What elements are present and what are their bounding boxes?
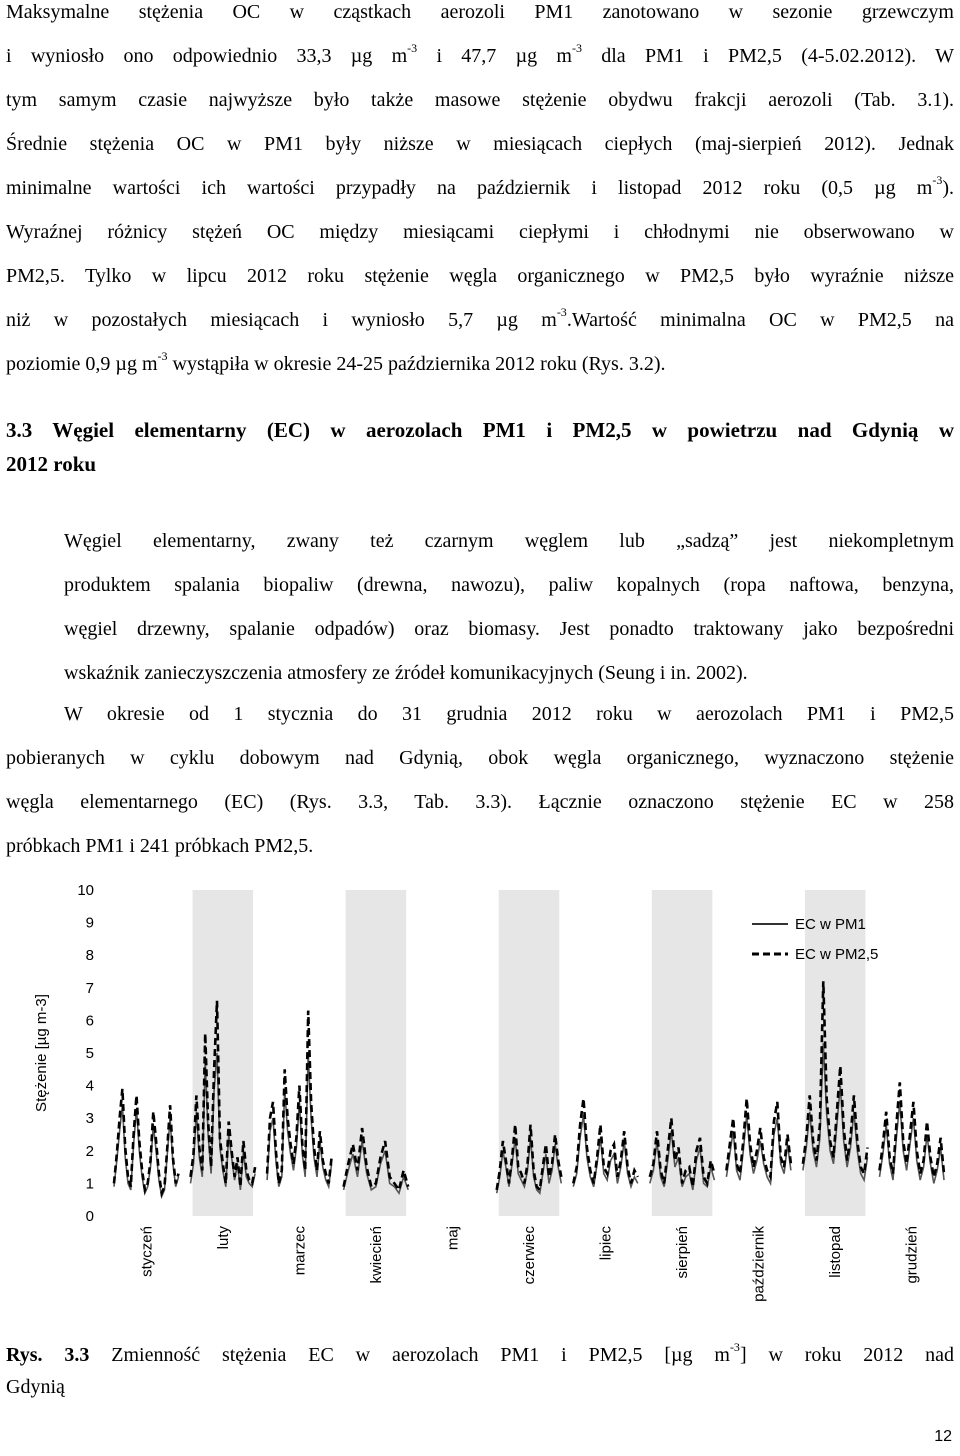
- y-tick-label: 0: [85, 1208, 94, 1225]
- paragraph-line: węgla elementarnego (EC) (Rys. 3.3, Tab. 3.3). Łącznie oznaczono stężenie EC w 258: [6, 791, 954, 813]
- superscript: -3: [571, 41, 582, 56]
- x-month-label: listopad: [827, 1226, 845, 1278]
- text-run: tym samym czasie najwyższe było także masowe stężenie obydwu frakcji aerozoli (Tab. 3.1).: [6, 89, 954, 111]
- page-number: 12: [934, 1428, 952, 1445]
- figure-caption: [6, 1339, 954, 1403]
- text-line: [6, 34, 954, 78]
- y-tick-label: 5: [85, 1045, 94, 1062]
- text-run: ).: [942, 177, 954, 199]
- text-line: [6, 166, 954, 210]
- legend-label: EC w PM2,5: [795, 946, 879, 963]
- text-run: Średnie stężenia OC w PM1 były niższe w miesiącach ciepłych (maj-sierpień 2012). Jednak: [6, 133, 954, 155]
- paragraph-line: pobieranych w cyklu dobowym nad Gdynią, obok węgla organicznego, wyznaczono stężenie: [6, 747, 954, 769]
- text-run: niż w pozostałych miesiącach i wyniosło 5,7 µg m: [6, 309, 557, 331]
- y-axis-label: Stężenie [µg m-3]: [33, 994, 50, 1112]
- text-run: .Wartość minimalna OC w PM2,5 na: [566, 309, 955, 331]
- month-band-9: [805, 890, 866, 1216]
- x-month-label: marzec: [291, 1226, 309, 1276]
- paragraph-line: produktem spalania biopaliw (drewna, nawozu), paliw kopalnych (ropa naftowa, benzyna,: [64, 574, 954, 596]
- y-tick-label: 2: [85, 1142, 94, 1160]
- paragraph-ec-definition: [6, 519, 954, 695]
- text-line: [6, 1339, 954, 1371]
- text-line: [6, 1371, 954, 1403]
- paragraph-line: wskaźnik zanieczyszczenia atmosfery ze źródeł komunikacyjnych (Seung i in. 2002).: [64, 662, 748, 684]
- superscript: -3: [407, 41, 418, 56]
- text-run: Maksymalne stężenia OC w cząstkach aerozoli PM1 zanotowano w sezonie grzewczym: [6, 1, 954, 23]
- text-run: Gdynią: [6, 1376, 65, 1398]
- text-run: dla PM1 i PM2,5 (4-5.02.2012). W: [581, 45, 954, 67]
- x-month-label: czerwiec: [521, 1226, 538, 1285]
- text-line: [6, 78, 954, 122]
- heading-line: 2012 roku: [6, 452, 97, 476]
- y-tick-label: 1: [85, 1175, 94, 1193]
- x-month-label: grudzień: [903, 1226, 921, 1284]
- y-tick-label: 3: [85, 1110, 94, 1128]
- x-month-label: sierpień: [674, 1226, 692, 1279]
- text-line: [6, 254, 954, 298]
- month-band-5: [499, 890, 560, 1216]
- paragraph-line: Węgiel elementarny, zwany też czarnym węglem lub „sadzą” jest niekompletnym: [64, 530, 954, 552]
- ec-concentration-chart: [0, 868, 960, 1338]
- text-line: [6, 122, 954, 166]
- paragraph-line: W okresie od 1 stycznia do 31 grudnia 2012 roku w aerozolach PM1 i PM2,5: [64, 703, 954, 725]
- paragraph-ec-sampling: [6, 692, 954, 868]
- superscript: -3: [729, 1340, 740, 1355]
- legend-label: EC w PM1: [795, 916, 866, 933]
- text-run: Wyraźnej różnicy stężeń OC między miesiącami ciepłymi i chłodnymi nie obserwowano w: [6, 221, 954, 243]
- y-tick-label: 6: [85, 1012, 94, 1030]
- text-line: [6, 210, 954, 254]
- superscript: -3: [556, 305, 567, 320]
- y-tick-label: 4: [85, 1077, 94, 1095]
- y-tick-label: 9: [85, 914, 94, 932]
- paragraph-oc-concentrations: [6, 0, 954, 386]
- paragraph-line: węgiel drzewny, spalanie odpadów) oraz biomasy. Jest ponadto traktowany jako bezpośredni: [64, 618, 954, 640]
- superscript: -3: [932, 173, 943, 188]
- text-run: PM2,5. Tylko w lipcu 2012 roku stężenie węgla organicznego w PM2,5 było wyraźnie niższe: [6, 265, 954, 287]
- text-run: minimalne wartości ich wartości przypadły na październik i listopad 2012 roku (0,5 µg m: [6, 177, 933, 199]
- text-line: [6, 342, 954, 386]
- x-month-label: styczeń: [138, 1226, 156, 1277]
- superscript: -3: [157, 349, 168, 364]
- section-heading-3-3: [6, 413, 954, 481]
- text-run: wystąpiła w okresie 24-25 października 2012 roku (Rys. 3.2).: [167, 353, 666, 375]
- text-run: poziomie 0,9 µg m: [6, 353, 158, 375]
- x-month-label: kwiecień: [367, 1226, 385, 1284]
- heading-line: 3.3 Węgiel elementarny (EC) w aerozolach PM1 i PM2,5 w powietrzu nad Gdynią w: [6, 418, 954, 442]
- x-month-label: maj: [444, 1226, 462, 1251]
- text-run: i wyniosło ono odpowiednio 33,3 µg m: [6, 45, 408, 67]
- text-run: i 47,7 µg m: [417, 45, 572, 67]
- y-tick-label: 10: [77, 882, 94, 899]
- x-month-label: październik: [750, 1226, 768, 1302]
- y-tick-label: 7: [85, 979, 94, 997]
- y-tick-label: 8: [85, 947, 94, 965]
- text-run: ] w roku 2012 nad: [739, 1344, 955, 1366]
- x-month-label: luty: [214, 1226, 232, 1250]
- text-line: [6, 0, 954, 34]
- text-run: Zmienność stężenia EC w aerozolach PM1 i PM2,5 [µg m: [89, 1344, 730, 1366]
- text-line: [6, 298, 954, 342]
- caption-label: Rys. 3.3: [6, 1344, 90, 1366]
- paragraph-line: próbkach PM1 i 241 próbkach PM2,5.: [6, 835, 314, 857]
- x-month-label: lipiec: [597, 1226, 615, 1261]
